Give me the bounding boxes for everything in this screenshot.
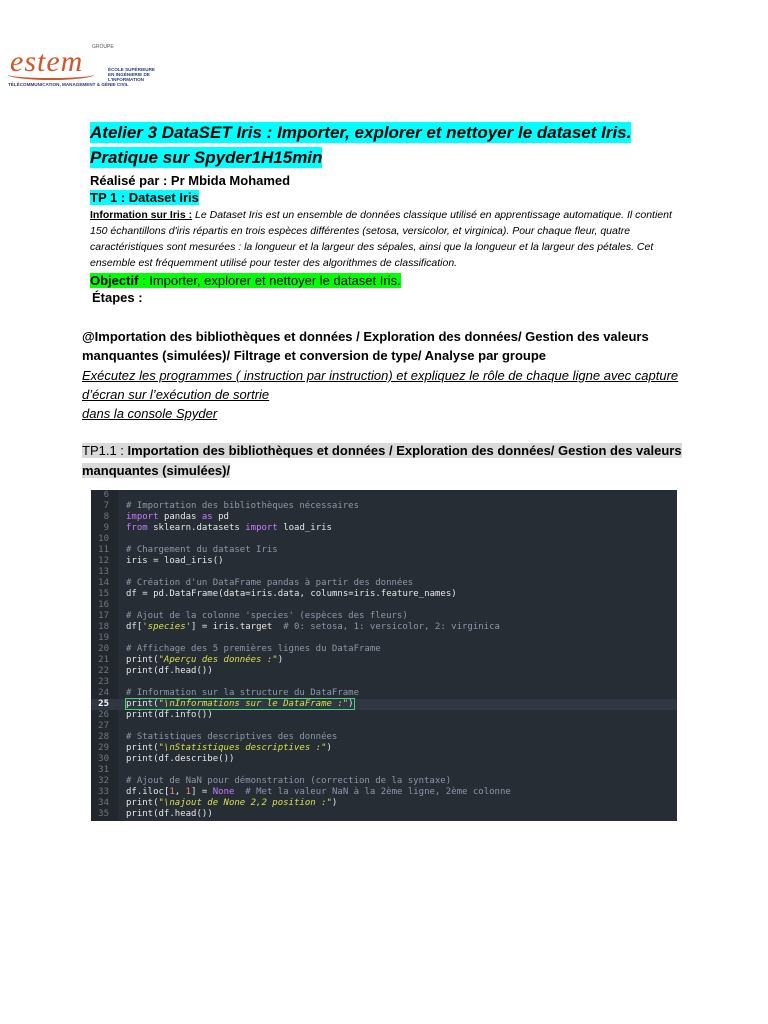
code-text: from sklearn.datasets import load_iris	[126, 523, 332, 533]
line-number: 17	[98, 611, 109, 621]
code-line	[91, 809, 677, 820]
line-number: 9	[103, 523, 109, 533]
code-text: print("Aperçu des données :")	[126, 655, 284, 665]
line-number: 8	[103, 512, 109, 522]
line-number: 34	[98, 798, 109, 808]
line-number: 26	[98, 710, 109, 720]
logo-wordmark: estem	[10, 45, 84, 78]
logo-groupe: GROUPE	[92, 44, 114, 50]
code-text: # Information sur la structure du DataFrame	[126, 688, 359, 698]
iris-info-paragraph	[90, 207, 690, 271]
objectif-text: : Importer, explorer et nettoyer le dataset Iris.	[138, 273, 401, 288]
line-number: 15	[98, 589, 109, 599]
code-line	[91, 688, 677, 699]
tp11-label: TP1.1 :	[82, 443, 128, 458]
code-text: print(df.describe())	[126, 754, 235, 764]
code-line	[91, 666, 677, 677]
line-number: 30	[98, 754, 109, 764]
instructions-line-1: Exécutez les programmes ( instruction par instruction) et expliquez le rôle de chaque ligne avec capture d’écran sur l’exécution de sortrie	[82, 368, 679, 402]
code-text: iris = load_iris()	[126, 556, 224, 566]
etapes-heading: Étapes :	[92, 290, 143, 305]
code-text: df['species'] = iris.target # 0: setosa, 1: versicolor, 2: virginica	[126, 622, 500, 632]
code-line	[91, 655, 677, 666]
code-text: # Statistiques descriptives des données	[126, 732, 338, 742]
line-number: 29	[98, 743, 109, 753]
logo-footer: TÉLÉCOMMUNICATION, MANAGEMENT & GÉNIE CIVIL	[8, 82, 129, 87]
code-text: df = pd.DataFrame(data=iris.data, columns=iris.feature_names)	[126, 589, 457, 599]
instructions	[82, 366, 682, 423]
code-text: print("\najout de None 2,2 position :")	[126, 798, 338, 808]
code-line	[91, 633, 677, 644]
line-number: 10	[98, 534, 109, 544]
code-line	[91, 644, 677, 655]
objectif-label: Objectif	[90, 273, 139, 288]
code-text: import pandas as pd	[126, 512, 229, 522]
title-line-1: Atelier 3 DataSET Iris : Importer, explorer et nettoyer le dataset Iris.	[90, 123, 632, 142]
code-line	[91, 699, 677, 710]
steps-list: @Importation des bibliothèques et données / Exploration des données/ Gestion des valeurs manquantes (simulées)/ Filtrage et conversion de type/ Analyse par groupe	[82, 329, 649, 363]
line-number: 16	[98, 600, 109, 610]
code-line	[91, 523, 677, 534]
code-line	[91, 710, 677, 721]
info-label: Information sur Iris :	[90, 209, 193, 221]
page-title	[90, 120, 690, 170]
code-text: # Ajout de NaN pour démonstration (correction de la syntaxe)	[126, 776, 452, 786]
code-text: # Importation des bibliothèques nécessaires	[126, 501, 359, 511]
code-line	[91, 600, 677, 611]
code-screenshot	[91, 490, 677, 821]
line-number: 24	[98, 688, 109, 698]
code-line	[91, 578, 677, 589]
line-number: 13	[98, 567, 109, 577]
code-line	[91, 611, 677, 622]
line-number: 20	[98, 644, 109, 654]
author-line: Réalisé par : Pr Mbida Mohamed	[90, 173, 291, 188]
line-number: 28	[98, 732, 109, 742]
line-number: 19	[98, 633, 109, 643]
line-number: 7	[103, 501, 109, 511]
code-line	[91, 622, 677, 633]
objectif-line	[90, 272, 690, 289]
code-text: # Chargement du dataset Iris	[126, 545, 278, 555]
code-line	[91, 501, 677, 512]
line-number: 27	[98, 721, 109, 731]
code-text: print("\nStatistiques descriptives :")	[126, 743, 332, 753]
line-number: 18	[98, 622, 109, 632]
tp1-label: TP 1 : Dataset Iris	[90, 190, 199, 205]
code-line	[91, 589, 677, 600]
code-line	[91, 787, 677, 798]
line-number: 25	[98, 699, 109, 709]
code-line	[91, 765, 677, 776]
title-line-2: Pratique sur Spyder1H15min	[90, 148, 323, 167]
code-line	[91, 743, 677, 754]
code-line	[91, 732, 677, 743]
code-text: # Ajout de la colonne 'species' (espèces des fleurs)	[126, 611, 408, 621]
code-line	[91, 534, 677, 545]
logo-subtitle: ÉCOLE SUPÉRIEURE EN INGÉNIERIE DE L'INFORMATION	[108, 67, 155, 83]
code-text: # Création d'un DataFrame pandas à partir des données	[126, 578, 414, 588]
line-number: 32	[98, 776, 109, 786]
code-text: print(df.head())	[126, 809, 213, 819]
code-text: print("\nInformations sur le DataFrame :")	[126, 699, 354, 709]
line-number: 35	[98, 809, 109, 819]
code-line	[91, 776, 677, 787]
line-number: 31	[98, 765, 109, 775]
code-line	[91, 754, 677, 765]
line-number: 21	[98, 655, 109, 665]
code-line	[91, 798, 677, 809]
info-text: Le Dataset Iris est un ensemble de données classique utilisé en apprentissage automatique. Il contient 150 échantillons d'iris répartis en trois espèces différentes (setosa, versicolor, et virginica). Pour chaque fleur, quatre caractéristiques sont mesurées : la longueur et la largeur des sépales, ainsi que la longueur et la largeur des pétales. Cet ensemble est fréquemment utilisé pour tester des algorithmes de classification.	[90, 209, 672, 269]
code-line	[91, 512, 677, 523]
code-line	[91, 556, 677, 567]
instructions-line-2: dans la console Spyder	[82, 406, 218, 421]
code-line	[91, 567, 677, 578]
line-number: 14	[98, 578, 109, 588]
code-text: # Affichage des 5 premières lignes du DataFrame	[126, 644, 381, 654]
line-number: 12	[98, 556, 109, 566]
tp11-text: Importation des bibliothèques et données / Exploration des données/ Gestion des valeurs manquantes (simulées)/	[82, 443, 682, 478]
estem-logo	[8, 45, 154, 93]
code-text: print(df.info())	[126, 710, 213, 720]
code-line	[91, 721, 677, 732]
code-text: print(df.head())	[126, 666, 213, 676]
tp1-heading	[90, 189, 690, 206]
document-header	[90, 120, 690, 307]
logo-swoosh	[8, 69, 94, 80]
line-number: 23	[98, 677, 109, 687]
line-number: 22	[98, 666, 109, 676]
line-number: 11	[98, 545, 109, 555]
line-number: 33	[98, 787, 109, 797]
code-text: df.iloc[1, 1] = None # Met la valeur NaN à la 2ème ligne, 2ème colonne	[126, 787, 511, 797]
tp11-heading	[82, 441, 682, 481]
line-number: 6	[103, 490, 109, 500]
code-line	[91, 490, 677, 501]
code-line	[91, 545, 677, 556]
code-line	[91, 677, 677, 688]
